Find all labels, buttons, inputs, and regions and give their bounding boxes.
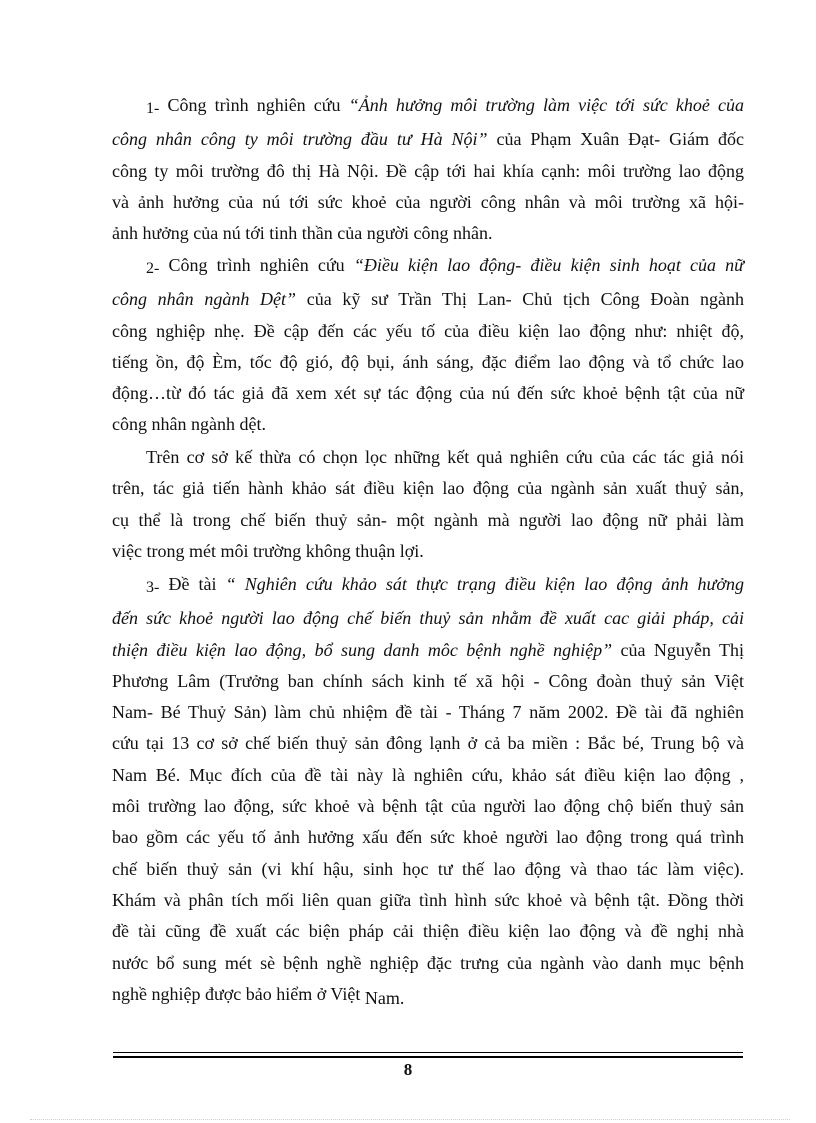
text-line (112, 822, 744, 853)
text-line (112, 536, 744, 567)
text-line (112, 979, 744, 1014)
text-line (112, 284, 744, 315)
study-title: công nhân công ty môi trường đầu tư Hà Nội” (112, 129, 488, 150)
text-line (112, 697, 744, 728)
text-run: Nam- Bé Thuỷ Sản) làm chủ nhiệm đề tài - Tháng 7 năm 2002. Đề tài đã nghiên (112, 702, 744, 723)
text-line (112, 218, 744, 249)
text-run: Trên cơ sở kế thừa có chọn lọc những kết quả nghiên cứu của các tác giả nói (146, 447, 744, 467)
text-line (112, 760, 744, 791)
text-line (112, 791, 744, 822)
text-line (112, 378, 744, 409)
text-line (112, 666, 744, 697)
text-run: Đề tài (159, 574, 226, 594)
text-run: Khám và phân tích mối liên quan giữa tình hình sức khoẻ và bệnh tật. Đồng thời (112, 889, 744, 910)
text-line (112, 473, 744, 504)
study-title: thiện điều kiện lao động, bổ sung danh môc bệnh nghề nghiệp” (112, 639, 613, 660)
text-line (112, 124, 744, 155)
page-bottom-border (30, 1119, 790, 1120)
text-line (112, 948, 744, 979)
text-run: cứu tại 13 cơ sở chế biến thuỷ sản đông lạnh ở cả ba miền : Bắc bé, Trung bộ và (112, 733, 744, 754)
study-title: “Điều kiện lao động- điều kiện sinh hoạt của nữ (353, 255, 744, 275)
text-line (112, 505, 744, 536)
text-line (112, 250, 744, 284)
text-line (112, 347, 744, 378)
text-line (112, 916, 744, 947)
text-line (112, 409, 744, 440)
text-line (112, 854, 744, 885)
paragraph-2-study-textile (112, 250, 744, 441)
text-run: Công trình nghiên cứu (159, 95, 349, 115)
text-line (112, 635, 744, 666)
text-run: công ty môi trường đô thị Hà Nội. Đề cập tới hai khía cạnh: môi trường lao động (112, 160, 744, 181)
text-run: trên, tác giả tiến hành khảo sát điều kiện lao động của ngành sản xuất thuỷ sản, (112, 478, 744, 499)
text-line (112, 603, 744, 634)
text-run: bao gồm các yếu tố ảnh hưởng xấu đến sức khoẻ người lao động trong quá trình (112, 827, 744, 848)
paragraph-4-study-seafood (112, 569, 744, 1014)
text-run: của Nguyễn Thị (612, 639, 745, 660)
page-number: 8 (403, 1060, 413, 1079)
item-number: 1- (146, 100, 160, 117)
paragraph-3-inheritance (112, 442, 744, 567)
text-run: Phương Lâm (Trưởng ban chính sách kinh tế xã hội - Công đoàn thuỷ sản Việt (112, 670, 744, 691)
text-run: động…từ đó tác giả đã xem xét sự tác động của nú đến sức khoẻ bệnh tật của nữ (112, 383, 744, 404)
text-run: của kỹ sư Trần Thị Lan- Chủ tịch Công Đoàn ngành (296, 289, 745, 310)
text-line (112, 187, 744, 218)
text-run: của Phạm Xuân Đạt- Giám đốc (487, 129, 744, 150)
text-line (112, 728, 744, 759)
text-run: Nam Bé. Mục đích của đề tài này là nghiên cứu, khảo sát điều kiện lao động , (112, 764, 744, 785)
paragraph-1-study-environment (112, 90, 744, 249)
item-number: 3- (146, 579, 160, 596)
footer-rule-top (113, 1052, 743, 1053)
text-run: công nhân ngành dệt. (112, 414, 266, 435)
text-run: và ảnh hưởng của nú tới sức khoẻ của người công nhân và môi trường xã hội- (112, 191, 744, 212)
text-run: cụ thể là trong chế biến thuỷ sản- một ngành mà người lao động nữ phải làm (112, 509, 744, 530)
text-run: chế biến thuỷ sản (vi khí hậu, sinh học tư thế lao động và thao tác làm việc). (112, 858, 744, 879)
text-run: ảnh hưởng của nú tới tinh thần của người công nhân. (112, 223, 493, 244)
text-line (112, 885, 744, 916)
text-run: đề tài cũng đề xuất các biện pháp cải thiện điều kiện lao động và đề nghị nhà (112, 921, 744, 942)
footer-rule-bottom (113, 1056, 743, 1058)
text-run: Nam. (364, 987, 405, 1008)
text-line (112, 442, 744, 473)
text-run: môi trường lao động, sức khoẻ và bệnh tật của người lao động chộ biến thuỷ sản (112, 796, 744, 817)
text-run: nước bổ sung mét sè bệnh nghề nghiệp đặc trưng của ngành vào danh mục bệnh (112, 952, 744, 973)
text-run: công nghiệp nhẹ. Đề cập đến các yếu tố của điều kiện lao động như: nhiệt độ, (112, 320, 744, 341)
study-title: đến sức khoẻ người lao động chế biến thuỷ sản nhằm đề xuất cac giải pháp, cải (112, 608, 744, 629)
text-run: tiếng ồn, độ Èm, tốc độ gió, độ bụi, ánh sáng, đặc điểm lao động và tổ chức lao (112, 351, 744, 372)
study-title: “ Nghiên cứu khảo sát thực trạng điều kiện lao động ảnh hưởng (225, 574, 744, 594)
text-run: việc trong mét môi trường không thuận lợi. (112, 540, 424, 561)
text-run: nghề nghiệp được bảo hiểm ở Việt (112, 983, 365, 1004)
text-line (112, 569, 744, 603)
text-run: Công trình nghiên cứu (159, 255, 354, 275)
study-title: công nhân ngành Dệt” (112, 289, 297, 310)
text-line (112, 316, 744, 347)
text-line (112, 156, 744, 187)
text-line (112, 90, 744, 124)
study-title: “Ảnh hưởng môi trường làm việc tới sức khoẻ của (348, 95, 744, 115)
item-number: 2- (146, 260, 160, 277)
